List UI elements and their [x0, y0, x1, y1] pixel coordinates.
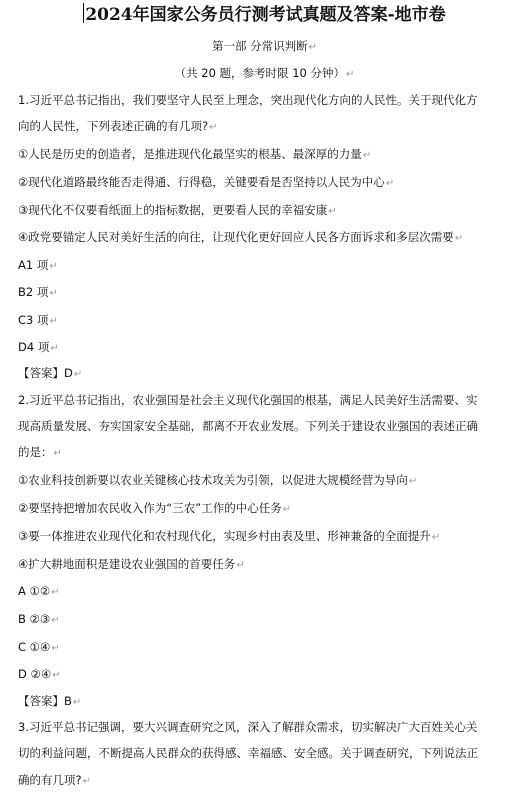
paragraph-mark-icon: ↵	[454, 233, 464, 244]
paragraph-mark-icon: ↵	[51, 587, 60, 598]
section-heading: 第一部 分常识判断↵	[211, 39, 318, 53]
text-line: D4 项↵	[18, 340, 59, 354]
paragraph-mark-icon: ↵	[53, 448, 62, 459]
text-line: ②要坚持把增加农民收入作为“三农”工作的中心任务↵	[18, 501, 292, 515]
text-line: 确的有几项?↵	[18, 773, 91, 787]
paragraph-mark-icon: ↵	[408, 476, 418, 487]
text-line: ④政党要锚定人民对美好生活的向往，让现代化更好回应人民各方面诉求和多层次需要↵	[18, 230, 464, 244]
paragraph-mark-icon: ↵	[51, 643, 60, 654]
text-line: B2 项↵	[18, 285, 58, 299]
text-line: B ②③↵	[18, 612, 60, 626]
paragraph-mark-icon: ↵	[282, 504, 292, 515]
text-line: ③现代化不仅要看纸面上的指标数据，更要看人民的幸福安康↵	[18, 203, 337, 217]
text-line: ②现代化道路最终能否走得通、行得稳，关键要看是否坚持以人民为中心↵	[18, 175, 395, 189]
paragraph-mark-icon: ↵	[49, 316, 58, 327]
paragraph-mark-icon: ↵	[49, 261, 58, 272]
paragraph-mark-icon: ↵	[209, 122, 218, 133]
text-line: 切的利益问题，不断提高人民群众的获得感、幸福感、安全感。关于调查研究，下列说法正	[18, 746, 478, 760]
paragraph-mark-icon: ↵	[73, 369, 83, 380]
text-line: ①人民是历史的创造者，是推进现代化最坚实的根基、最深厚的力量↵	[18, 147, 372, 161]
paragraph-mark-icon: ↵	[49, 288, 58, 299]
text-line: 2.习近平总书记指出，农业强国是社会主义现代化强国的根基，满足人民美好生活需要、实	[18, 393, 478, 407]
paragraph-mark-icon: ↵	[72, 697, 82, 708]
paragraph-mark-icon: ↵	[236, 560, 245, 571]
section-note: （共 20 题，参考时限 10 分钟）↵	[174, 66, 355, 80]
text-line: A1 项↵	[18, 258, 58, 272]
document-title: 2024年国家公务员行测考试真题及答案-地市卷	[85, 5, 446, 25]
text-line: 3.习近平总书记强调，要大兴调查研究之风，深入了解群众需求，切实解决广大百姓关心关	[18, 720, 478, 734]
text-line: C3 项↵	[18, 313, 58, 327]
text-line: ①农业科技创新要以农业关键核心技术攻关为引领，以促进大规模经营为导向↵	[18, 473, 418, 487]
paragraph-mark-icon: ↵	[308, 42, 318, 53]
text-line: 1.习近平总书记指出，我们要坚守人民至上理念，突出现代化方向的人民性。关于现代化方	[18, 93, 478, 107]
text-line: 【答案】D↵	[18, 366, 83, 380]
text-line: A ①②↵	[18, 584, 60, 598]
text-line: 现高质量发展、夯实国家安全基础，都离不开农业发展。下列关于建设农业强国的表述正确	[18, 419, 478, 433]
text-line: D ②④↵	[18, 667, 61, 681]
paragraph-mark-icon: ↵	[328, 206, 337, 217]
text-line: C ①④↵	[18, 640, 60, 654]
text-line: 【答案】B↵	[18, 694, 82, 708]
paragraph-mark-icon: ↵	[385, 178, 395, 189]
text-line: ③要一体推进农业现代化和农村现代化，实现乡村由表及里、形神兼备的全面提升↵	[18, 529, 441, 543]
paragraph-mark-icon: ↵	[51, 615, 60, 626]
paragraph-mark-icon: ↵	[82, 776, 91, 787]
text-line: 的是：↵	[18, 445, 62, 459]
text-line: ④扩大耕地面积是建设农业强国的首要任务↵	[18, 557, 245, 571]
paragraph-mark-icon: ↵	[362, 150, 372, 161]
paragraph-mark-icon: ↵	[346, 69, 355, 80]
paragraph-mark-icon: ↵	[50, 343, 59, 354]
paragraph-mark-icon: ↵	[431, 532, 441, 543]
paragraph-mark-icon: ↵	[52, 670, 61, 681]
text-line: 向的人民性，下列表述正确的有几项?↵	[18, 119, 218, 133]
